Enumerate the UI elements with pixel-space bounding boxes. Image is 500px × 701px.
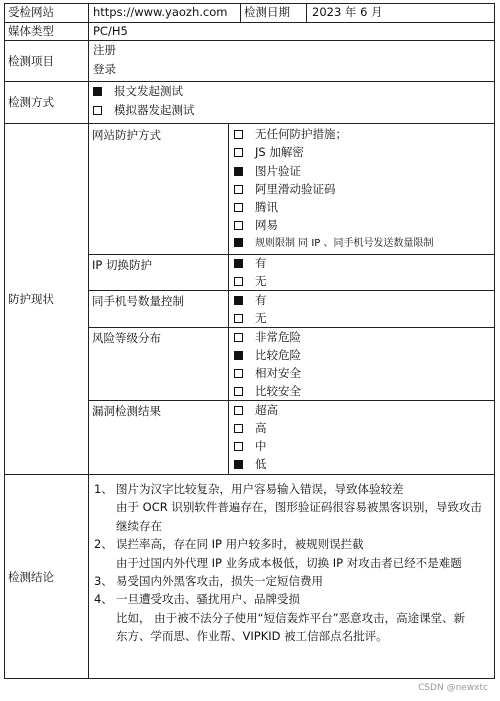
checkbox-checked[interactable]: [234, 460, 243, 469]
protection-option: [234, 143, 304, 161]
checkbox-unchecked[interactable]: [234, 314, 243, 323]
ip-switch-option: [234, 272, 267, 290]
option-text: 相对安全: [255, 366, 301, 380]
option-text: 腾讯: [255, 200, 278, 214]
protection-option: [234, 216, 278, 234]
conclusion-line: 4、 一旦遭受攻击、骚扰用户、品牌受损: [94, 592, 300, 607]
checkbox-unchecked[interactable]: [234, 369, 243, 378]
risk-level-option: [234, 346, 301, 364]
items-label: 检测项目: [8, 54, 54, 68]
row-divider: [4, 123, 495, 124]
col-divider: [88, 3, 89, 679]
protection-option: [234, 235, 434, 253]
option-text: JS 加解密: [255, 145, 304, 159]
option-text: 中: [255, 439, 267, 453]
option-text: 超高: [255, 403, 278, 417]
checkbox-unchecked[interactable]: [93, 106, 102, 115]
protection-option: [234, 198, 278, 216]
row-divider: [4, 81, 495, 82]
option-text: 低: [255, 457, 267, 471]
risk-level-option: [234, 382, 301, 400]
conclusion-line: 1、 图片为汉字比较复杂，用户容易输入错误，导致体验较差: [94, 482, 404, 496]
conclusion-line: 3、 易受国内外黑客攻击，损失一定短信费用: [94, 574, 323, 589]
checkbox-unchecked[interactable]: [234, 442, 243, 451]
checkbox-unchecked[interactable]: [234, 277, 243, 286]
risk-level-option: [234, 364, 301, 382]
col-divider: [306, 3, 307, 22]
section-title: IP 切换防护: [92, 258, 152, 272]
option-text: 有: [255, 256, 267, 270]
vuln-result-option: [234, 419, 267, 437]
option-text: 有: [255, 293, 267, 307]
vuln-result-option: [234, 455, 267, 473]
option-text: 非常危险: [255, 330, 301, 344]
items-value: 注册: [93, 43, 116, 57]
checkbox-unchecked[interactable]: [234, 387, 243, 396]
method-option: [93, 82, 183, 100]
site-value: https://www.yaozh.com: [93, 5, 228, 19]
checkbox-checked[interactable]: [234, 167, 243, 176]
checkbox-checked[interactable]: [234, 238, 243, 247]
option-text: 比较危险: [255, 348, 301, 362]
conclusion-line: 由于过国内外代理 IP 业务成本极低，切换 IP 对攻击者已经不是难题: [116, 555, 462, 570]
section-title: 漏洞检测结果: [92, 404, 161, 418]
section-title: 网站防护方式: [92, 128, 161, 142]
col-divider: [228, 123, 229, 474]
option-text: 报文发起测试: [114, 84, 183, 98]
checkbox-unchecked[interactable]: [234, 130, 243, 139]
option-text: 无: [255, 311, 267, 325]
watermark: CSDN @newxtc: [418, 683, 488, 693]
vuln-result-option: [234, 401, 278, 419]
conclusion-line: 继续存在: [116, 518, 162, 533]
option-text: 高: [255, 421, 267, 435]
section-title: 风险等级分布: [92, 331, 161, 345]
checkbox-unchecked[interactable]: [234, 406, 243, 415]
checkbox-checked[interactable]: [234, 259, 243, 268]
option-text: 比较安全: [255, 384, 301, 398]
items-value: 登录: [93, 62, 116, 76]
row-divider: [4, 40, 495, 41]
media-label: 媒体类型: [8, 24, 54, 38]
method-label: 检测方式: [8, 95, 54, 109]
row-divider: [88, 254, 495, 255]
checkbox-unchecked[interactable]: [234, 185, 243, 194]
option-text: 无: [255, 274, 267, 288]
checkbox-checked[interactable]: [93, 87, 102, 96]
option-text: 网易: [255, 218, 278, 232]
phone-limit-option: [234, 291, 267, 309]
site-label: 受检网站: [8, 5, 54, 19]
conclusion-line: 2、 误拦率高，存在同 IP 用户较多时，被规则误拦截: [94, 537, 364, 552]
row-divider: [88, 400, 495, 401]
row-divider: [4, 474, 495, 475]
date-value: 2023 年 6 月: [312, 5, 383, 19]
protection-option: [234, 180, 336, 198]
col-divider: [240, 3, 241, 22]
section-title: 同手机号数量控制: [92, 294, 184, 308]
checkbox-unchecked[interactable]: [234, 333, 243, 342]
conclusion-line: 东方、学而思、作业帮、VIPKID 被工信部点名批评。: [116, 629, 388, 644]
conclusion-label: 检测结论: [8, 570, 54, 584]
row-divider: [88, 290, 495, 291]
vuln-result-option: [234, 437, 267, 455]
conclusion-text: [94, 480, 494, 646]
option-text: 阿里滑动验证码: [255, 182, 336, 196]
protection-option: [234, 125, 347, 143]
method-option: [93, 101, 195, 119]
ip-switch-option: [234, 254, 267, 272]
checkbox-unchecked[interactable]: [234, 148, 243, 157]
risk-level-option: [234, 328, 301, 346]
media-value: PC/H5: [93, 24, 128, 38]
protection-option: [234, 162, 301, 180]
option-text: 模拟器发起测试: [114, 103, 195, 117]
phone-limit-option: [234, 309, 267, 327]
conclusion-line: 比如， 由于被不法分子使用“短信轰炸平台”恶意攻击，高途课堂、新: [116, 610, 466, 625]
checkbox-unchecked[interactable]: [234, 203, 243, 212]
status-label: 防护现状: [8, 292, 54, 306]
checkbox-checked[interactable]: [234, 351, 243, 360]
row-divider: [4, 22, 495, 23]
conclusion-line: 由于 OCR 识别软件普遍存在，图形验证码很容易被黑客识别，导致攻击: [116, 500, 482, 515]
date-label: 检测日期: [244, 5, 290, 19]
checkbox-unchecked[interactable]: [234, 221, 243, 230]
option-text: 无任何防护措施；: [255, 127, 347, 141]
checkbox-checked[interactable]: [234, 296, 243, 305]
checkbox-unchecked[interactable]: [234, 424, 243, 433]
option-text: 图片验证: [255, 164, 301, 178]
option-text: 规则限制 同 IP 、同手机号发送数量限制: [255, 238, 434, 249]
